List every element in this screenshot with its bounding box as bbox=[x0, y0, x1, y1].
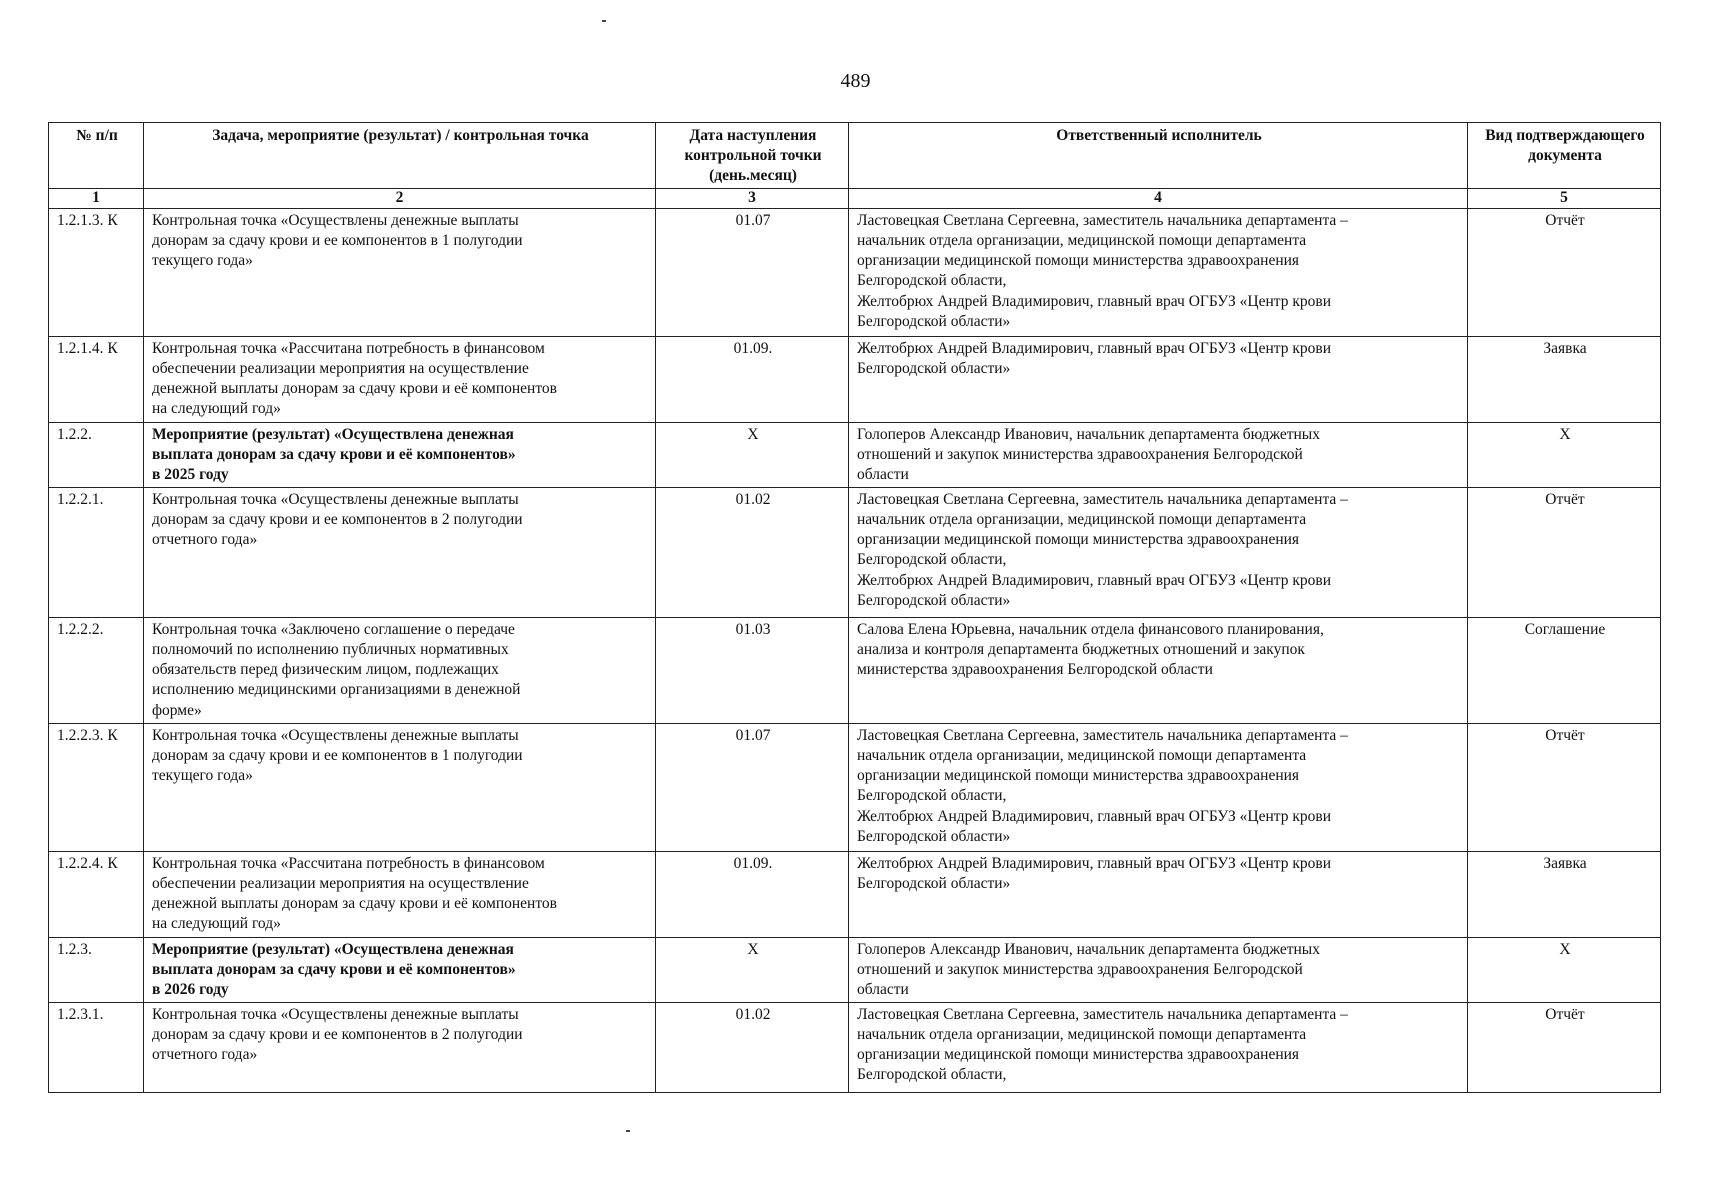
responsible-text-line: начальник отдела организации, медицинской помощи департамента bbox=[857, 511, 1307, 529]
task-text-line: донорам за сдачу крови и ее компонентов в 2 полугодии bbox=[152, 511, 523, 529]
column-number: 1 bbox=[49, 189, 144, 209]
responsible-text-line: Желтобрюх Андрей Владимирович, главный врач ОГБУЗ «Центр крови bbox=[857, 340, 1331, 358]
row-task bbox=[144, 337, 656, 423]
row-date: Х bbox=[656, 937, 849, 1002]
responsible-text-line: области bbox=[857, 465, 909, 483]
responsible-text-line: Ластовецкая Светлана Сергеевна, заместитель начальника департамента – bbox=[857, 212, 1348, 230]
task-text-line: обязательств перед физическим лицом, подлежащих bbox=[152, 661, 499, 679]
row-number: 1.2.1.3. К bbox=[49, 209, 144, 337]
row-document: Отчёт bbox=[1468, 724, 1661, 852]
responsible-text-line: начальник отдела организации, медицинской помощи департамента bbox=[857, 747, 1307, 765]
header-responsible: Ответственный исполнитель bbox=[849, 123, 1468, 189]
responsible-text-line: Белгородской области, bbox=[857, 272, 1007, 290]
row-number: 1.2.1.4. К bbox=[49, 337, 144, 423]
task-text-line: Контрольная точка «Заключено соглашение о передаче bbox=[152, 621, 515, 638]
row-task bbox=[144, 724, 656, 852]
task-text-line: денежной выплаты донорам за сдачу крови и её компонентов bbox=[152, 380, 557, 398]
responsible-text-line: Желтобрюх Андрей Владимирович, главный врач ОГБУЗ «Центр крови bbox=[857, 571, 1331, 589]
responsible-text-line: Белгородской области, bbox=[857, 787, 1007, 805]
row-document: Х bbox=[1468, 422, 1661, 487]
task-text-line: полномочий по исполнению публичных нормативных bbox=[152, 641, 509, 659]
task-text-line: текущего года» bbox=[152, 252, 253, 270]
row-task bbox=[144, 1002, 656, 1092]
column-number: 3 bbox=[656, 189, 849, 209]
row-responsible bbox=[849, 724, 1468, 852]
task-text-line: Мероприятие (результат) «Осуществлена денежная bbox=[152, 940, 514, 958]
task-text-line: Мероприятие (результат) «Осуществлена денежная bbox=[152, 425, 514, 443]
responsible-text-line: организации медицинской помощи министерства здравоохранения bbox=[857, 1046, 1300, 1064]
control-points-table bbox=[48, 122, 1661, 1093]
responsible-text-line: Белгородской области» bbox=[857, 875, 1011, 893]
responsible-text-line: области bbox=[857, 980, 909, 998]
table-body bbox=[49, 209, 1661, 1093]
row-date: 01.02 bbox=[656, 1002, 849, 1092]
row-number: 1.2.3.1. bbox=[49, 1002, 144, 1092]
task-text-line: форме» bbox=[152, 701, 202, 719]
task-text-line: в 2026 году bbox=[152, 980, 229, 998]
row-document: Заявка bbox=[1468, 852, 1661, 938]
table-row bbox=[49, 618, 1661, 724]
table-row bbox=[49, 724, 1661, 852]
responsible-text-line: начальник отдела организации, медицинской помощи департамента bbox=[857, 232, 1307, 250]
responsible-text-line: Голоперов Александр Иванович, начальник департамента бюджетных bbox=[857, 425, 1320, 443]
header-date: Дата наступления контрольной точки (день.месяц) bbox=[656, 123, 849, 189]
scan-speck bbox=[626, 1130, 630, 1132]
row-number: 1.2.3. bbox=[49, 937, 144, 1002]
task-text-line: донорам за сдачу крови и ее компонентов в 2 полугодии bbox=[152, 1026, 523, 1044]
row-number: 1.2.2. bbox=[49, 422, 144, 487]
responsible-text-line: Голоперов Александр Иванович, начальник департамента бюджетных bbox=[857, 940, 1320, 958]
column-numbers-row bbox=[49, 189, 1661, 209]
task-text-line: обеспечении реализации мероприятия на осуществление bbox=[152, 875, 529, 893]
row-task bbox=[144, 937, 656, 1002]
task-text-line: отчетного года» bbox=[152, 531, 258, 549]
responsible-text-line: организации медицинской помощи министерства здравоохранения bbox=[857, 252, 1300, 270]
task-text-line: Контрольная точка «Осуществлены денежные выплаты bbox=[152, 727, 519, 744]
row-responsible bbox=[849, 488, 1468, 618]
responsible-text-line: отношений и закупок министерства здравоохранения Белгородской bbox=[857, 445, 1303, 463]
task-text-line: выплата донорам за сдачу крови и её компонентов» bbox=[152, 445, 516, 463]
row-document: Отчёт bbox=[1468, 1002, 1661, 1092]
task-text-line: исполнению медицинскими организациями в денежной bbox=[152, 681, 521, 699]
row-task bbox=[144, 618, 656, 724]
row-document: Отчёт bbox=[1468, 209, 1661, 337]
task-text-line: отчетного года» bbox=[152, 1046, 258, 1064]
responsible-text-line: отношений и закупок министерства здравоохранения Белгородской bbox=[857, 960, 1303, 978]
table-header-row bbox=[49, 123, 1661, 189]
row-number: 1.2.2.1. bbox=[49, 488, 144, 618]
column-number: 5 bbox=[1468, 189, 1661, 209]
scan-speck bbox=[602, 20, 606, 22]
row-responsible bbox=[849, 852, 1468, 938]
row-document: Х bbox=[1468, 937, 1661, 1002]
responsible-text-line: министерства здравоохранения Белгородской области bbox=[857, 661, 1213, 679]
row-task bbox=[144, 488, 656, 618]
responsible-text-line: организации медицинской помощи министерства здравоохранения bbox=[857, 767, 1300, 785]
row-date: 01.09. bbox=[656, 852, 849, 938]
row-date: 01.03 bbox=[656, 618, 849, 724]
table-row bbox=[49, 937, 1661, 1002]
table-row bbox=[49, 488, 1661, 618]
row-date: Х bbox=[656, 422, 849, 487]
task-text-line: денежной выплаты донорам за сдачу крови и её компонентов bbox=[152, 895, 557, 913]
responsible-text-line: Желтобрюх Андрей Владимирович, главный врач ОГБУЗ «Центр крови bbox=[857, 292, 1331, 310]
row-responsible bbox=[849, 937, 1468, 1002]
responsible-text-line: Желтобрюх Андрей Владимирович, главный врач ОГБУЗ «Центр крови bbox=[857, 807, 1331, 825]
row-document: Соглашение bbox=[1468, 618, 1661, 724]
task-text-line: текущего года» bbox=[152, 767, 253, 785]
task-text-line: Контрольная точка «Осуществлены денежные выплаты bbox=[152, 1005, 519, 1023]
table-row bbox=[49, 209, 1661, 337]
task-text-line: донорам за сдачу крови и ее компонентов в 1 полугодии bbox=[152, 232, 523, 250]
column-number: 2 bbox=[144, 189, 656, 209]
table-row bbox=[49, 1002, 1661, 1092]
row-date: 01.09. bbox=[656, 337, 849, 423]
row-responsible bbox=[849, 1002, 1468, 1092]
row-responsible bbox=[849, 209, 1468, 337]
row-number: 1.2.2.3. К bbox=[49, 724, 144, 852]
responsible-text-line: Салова Елена Юрьевна, начальник отдела финансового планирования, bbox=[857, 621, 1324, 638]
task-text-line: Контрольная точка «Рассчитана потребность в финансовом bbox=[152, 855, 545, 872]
task-text-line: Контрольная точка «Рассчитана потребность в финансовом bbox=[152, 340, 545, 358]
task-text-line: в 2025 году bbox=[152, 465, 229, 483]
row-date: 01.02 bbox=[656, 488, 849, 618]
row-number: 1.2.2.2. bbox=[49, 618, 144, 724]
responsible-text-line: Белгородской области, bbox=[857, 1066, 1007, 1084]
responsible-text-line: анализа и контроля департамента бюджетных отношений и закупок bbox=[857, 641, 1305, 659]
row-document: Заявка bbox=[1468, 337, 1661, 423]
row-number: 1.2.2.4. К bbox=[49, 852, 144, 938]
responsible-text-line: начальник отдела организации, медицинской помощи департамента bbox=[857, 1026, 1307, 1044]
task-text-line: обеспечении реализации мероприятия на осуществление bbox=[152, 360, 529, 378]
responsible-text-line: Ластовецкая Светлана Сергеевна, заместитель начальника департамента – bbox=[857, 491, 1348, 508]
task-text-line: на следующий год» bbox=[152, 915, 281, 933]
row-date: 01.07 bbox=[656, 724, 849, 852]
row-responsible bbox=[849, 337, 1468, 423]
responsible-text-line: Белгородской области» bbox=[857, 312, 1011, 330]
responsible-text-line: Ластовецкая Светлана Сергеевна, заместитель начальника департамента – bbox=[857, 727, 1348, 744]
row-task bbox=[144, 209, 656, 337]
page-number: 489 bbox=[840, 70, 871, 92]
responsible-text-line: Белгородской области» bbox=[857, 591, 1011, 609]
row-responsible bbox=[849, 422, 1468, 487]
responsible-text-line: Белгородской области» bbox=[857, 827, 1011, 845]
column-number: 4 bbox=[849, 189, 1468, 209]
table-row bbox=[49, 852, 1661, 938]
row-date: 01.07 bbox=[656, 209, 849, 337]
row-responsible bbox=[849, 618, 1468, 724]
task-text-line: Контрольная точка «Осуществлены денежные выплаты bbox=[152, 491, 519, 508]
header-number: № п/п bbox=[49, 123, 144, 189]
responsible-text-line: Ластовецкая Светлана Сергеевна, заместитель начальника департамента – bbox=[857, 1005, 1348, 1023]
responsible-text-line: Белгородской области» bbox=[857, 360, 1011, 378]
header-document: Вид подтверждающего документа bbox=[1468, 123, 1661, 189]
responsible-text-line: организации медицинской помощи министерства здравоохранения bbox=[857, 531, 1300, 549]
table-row bbox=[49, 422, 1661, 487]
table-row bbox=[49, 337, 1661, 423]
responsible-text-line: Желтобрюх Андрей Владимирович, главный врач ОГБУЗ «Центр крови bbox=[857, 855, 1331, 872]
task-text-line: Контрольная точка «Осуществлены денежные выплаты bbox=[152, 212, 519, 230]
task-text-line: донорам за сдачу крови и ее компонентов в 1 полугодии bbox=[152, 747, 523, 765]
responsible-text-line: Белгородской области, bbox=[857, 551, 1007, 569]
row-task bbox=[144, 422, 656, 487]
row-document: Отчёт bbox=[1468, 488, 1661, 618]
header-task: Задача, мероприятие (результат) / контрольная точка bbox=[144, 123, 656, 189]
row-task bbox=[144, 852, 656, 938]
task-text-line: на следующий год» bbox=[152, 400, 281, 418]
task-text-line: выплата донорам за сдачу крови и её компонентов» bbox=[152, 960, 516, 978]
